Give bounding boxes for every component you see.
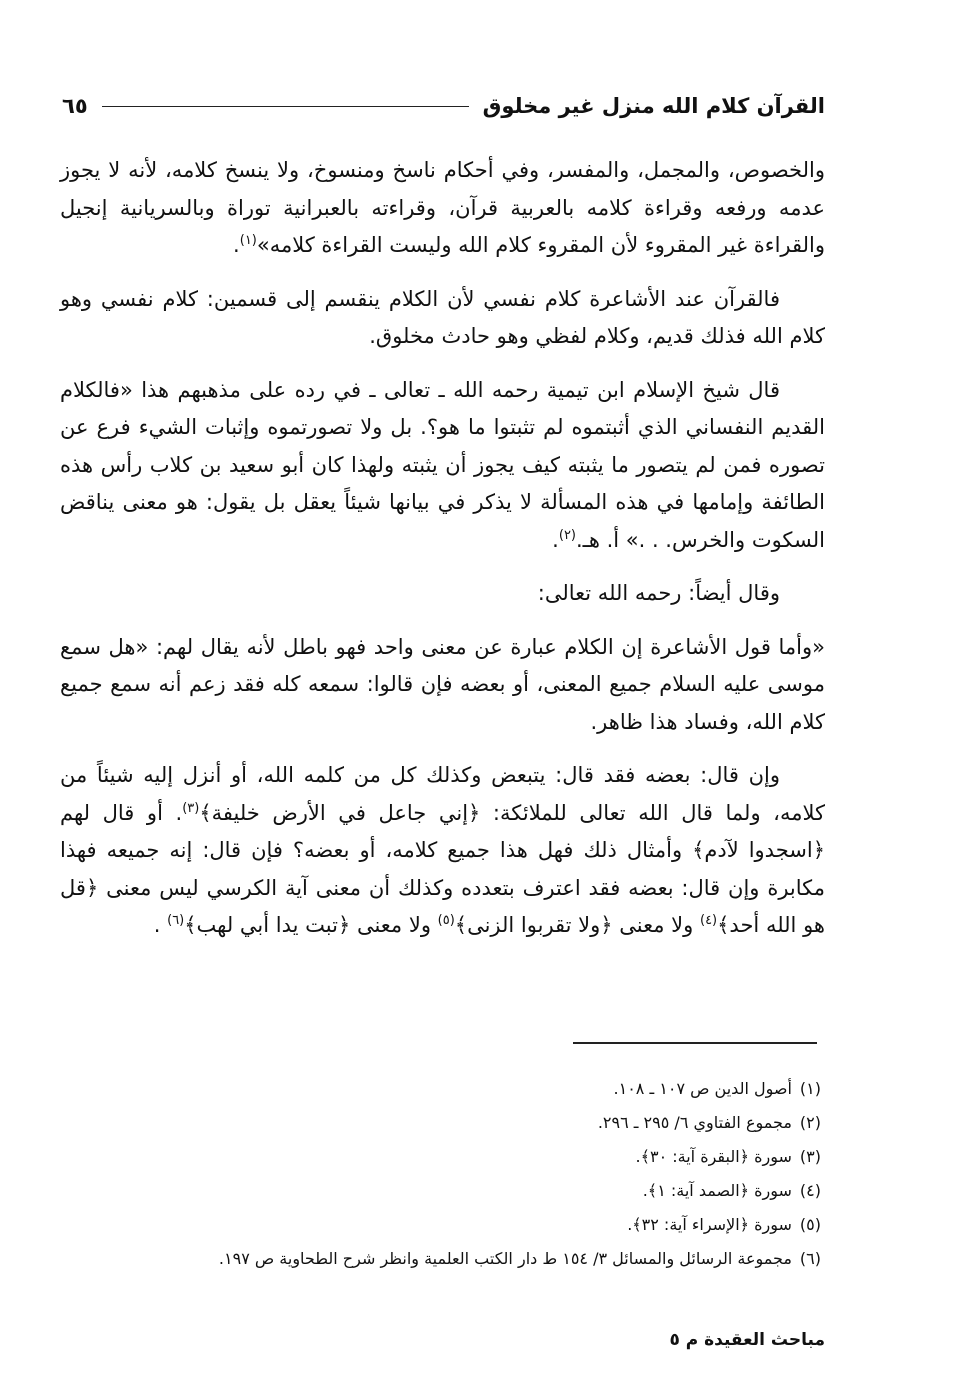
footnote-5 <box>60 1208 821 1242</box>
main-text <box>60 152 825 961</box>
footnote-text: مجموعة الرسائل والمسائل ٣/ ١٥٤ ط دار الكتب العلمية وانظر شرح الطحاوية ص ١٩٧. <box>218 1249 792 1268</box>
paragraph-6-part-c: ولا معنى ﴿ولا تقربوا الزنى﴾ <box>454 913 700 937</box>
footnote-separator <box>573 1042 817 1044</box>
paragraph-1-tail: . <box>233 233 240 257</box>
paragraph-5 <box>60 629 825 742</box>
footnote-number: (١) <box>799 1079 821 1098</box>
paragraph-6 <box>60 757 825 945</box>
footnote-ref-6: (٦) <box>167 913 185 928</box>
paragraph-6-part-b: . أو قال لهم ﴿اسجدوا لآدم﴾ وأمثال ذلك فهل هذا جميع كلامه، أو بعضه؟ فإن قال: إنه جميعه فهذا مكابرة وإن قال: بعضه فقد اعترف بتعدده وكذلك أن معنى آية الكرسي ليس معنى ﴿قل هو الله أحد﴾ <box>60 800 825 937</box>
paragraph-3 <box>60 372 825 560</box>
footnote-text: سورة ﴿الصمد آية: ١﴾. <box>642 1181 792 1200</box>
footnote-4 <box>60 1174 821 1208</box>
paragraph-2 <box>60 281 825 356</box>
paragraph-3-text: قال شيخ الإسلام ابن تيمية رحمه الله ـ تعالى ـ في رده على مذهبهم هذا «فالكلام القديم النفساني الذي أثبتموه لم تثبتوا ما هو؟. بل ولا تصورتموه وإثبات الشيء فرع عن تصوره فمن لم يتصور ما يثبته كيف يجوز أن يثبته ولهذا كان أبو سعيد بن كلاب رأس هذه الطائفة وإمامها في هذه المسألة لا يذكر في بيانها شيئاً يعقل بل يقول: هو معنى يناقض السكوت والخرس. . .» أ. هـ. <box>60 377 825 552</box>
footnote-ref-3: (٣) <box>182 800 200 816</box>
paragraph-1-text: والخصوص، والمجمل، والمفسر، وفي أحكام ناسخ ومنسوخ، ولا ينسخ كلامه، لأنه لا يجوز عدمه ورفعه وقراءة كلامه بالعربية قرآن، وقراءته بالعبرانية توراة وبالسريانية إنجيل والقراءة غير المقروء لأن المقروء كلام الله وليست القراءة كلامه» <box>60 158 825 257</box>
page-number: ٦٥ <box>62 94 88 118</box>
signature-line: مباحث العقيدة م ٥ <box>669 1330 825 1350</box>
footnote-number: (٣) <box>799 1147 821 1166</box>
footnote-1 <box>60 1072 821 1106</box>
footnote-text: أصول الدين ص ١٠٧ ـ ١٠٨. <box>613 1079 792 1098</box>
footnote-2 <box>60 1106 821 1140</box>
footnote-text: سورة ﴿البقرة آية: ٣٠﴾. <box>635 1147 792 1166</box>
footnote-text: مجموع الفتاوي ٦/ ٢٩٥ ـ ٢٩٦. <box>597 1113 792 1132</box>
paragraph-3-tail: . <box>552 527 559 552</box>
paragraph-6-part-d: ولا معنى ﴿تبت يدا أبي لهب﴾ <box>184 913 438 937</box>
footnote-ref-1: (١) <box>239 233 257 248</box>
footnote-number: (٤) <box>799 1181 821 1200</box>
footnote-number: (٢) <box>799 1113 821 1132</box>
paragraph-4-text: وقال أيضاً: رحمه الله تعالى: <box>537 581 780 605</box>
paragraph-5-text: «وأما قول الأشاعرة إن الكلام عبارة عن معنى واحد فهو باطل لأنه يقال لهم: «هل سمع موسى عليه السلام جميع المعنى، أو بعضه فإن قالوا: سمعه كله فقد زعم أنه سمع جميع كلام الله، وفساد هذا ظاهر. <box>60 634 825 734</box>
header-rule <box>102 106 469 107</box>
footnote-number: (٦) <box>799 1249 821 1268</box>
paragraph-6-part-a: وإن قال: بعضه فقد قال: يتبعض وكذلك كل من كلمه الله، أو أنزل إليه شيئاً من كلامه، ولما قال الله تعالى للملائكة: ﴿إني جاعل في الأرض خليفة﴾ <box>60 763 825 825</box>
footnote-text: سورة ﴿الإسراء آية: ٣٢﴾. <box>627 1215 792 1234</box>
footnote-6 <box>60 1242 821 1276</box>
paragraph-2-text: فالقرآن عند الأشاعرة كلام نفسي لأن الكلام ينقسم إلى قسمين: كلام نفسي وهو كلام الله فذلك قديم، وكلام لفظي وهو حادث مخلوق. <box>60 286 825 348</box>
paragraph-4 <box>60 575 825 613</box>
footnote-ref-4: (٤) <box>699 913 718 928</box>
footnote-ref-2: (٢) <box>558 527 576 543</box>
paragraph-6-tail: . <box>153 913 168 937</box>
footnote-3 <box>60 1140 821 1174</box>
footnote-number: (٥) <box>799 1215 821 1234</box>
footnotes <box>60 1072 821 1276</box>
running-header <box>62 86 825 126</box>
running-title: القرآن كلام الله منزل غير مخلوق <box>482 94 825 118</box>
footnote-ref-5: (٥) <box>437 913 455 928</box>
paragraph-1 <box>60 152 825 265</box>
